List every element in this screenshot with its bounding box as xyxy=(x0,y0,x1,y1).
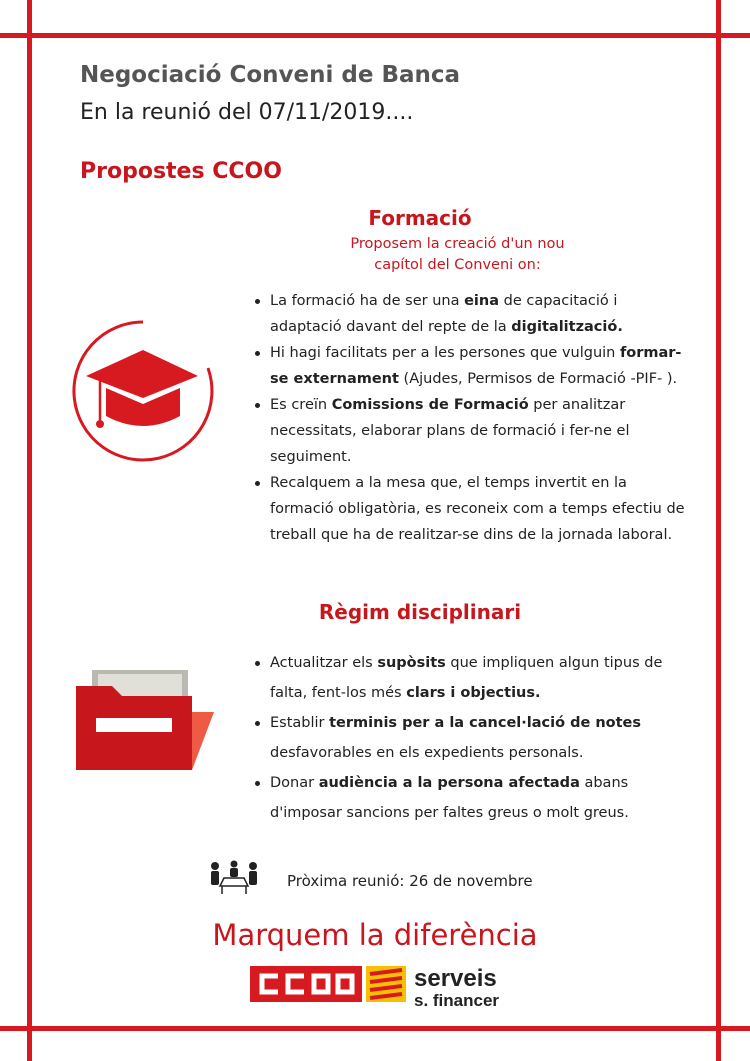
ccoo-serveis-logo xyxy=(248,962,528,1012)
graduation-cap-icon xyxy=(68,316,218,466)
frame-line-left xyxy=(27,0,32,1061)
list-item: La formació ha de ser una eina de capacitació i adaptació davant del repte de la digitalització. xyxy=(252,288,692,340)
folder-icon xyxy=(72,668,222,778)
list-item: Es creïn Comissions de Formació per analitzar necessitats, elaborar plans de formació i fer-ne el seguiment. xyxy=(252,392,692,470)
list-item: Donar audiència a la persona afectada abans d'imposar sancions per faltes greus o molt greus. xyxy=(252,768,692,828)
regim-list xyxy=(252,648,692,828)
formacio-heading: Formació xyxy=(368,206,472,230)
logo-financer-text: s. financer xyxy=(414,991,500,1010)
slogan: Marquem la diferència xyxy=(212,918,538,952)
regim-heading: Règim disciplinari xyxy=(318,600,522,624)
frame-line-top xyxy=(0,33,750,38)
logo-serveis-text: serveis xyxy=(414,965,497,992)
formacio-intro-line1: Proposem la creació d'un nou xyxy=(350,236,565,252)
formacio-list xyxy=(252,288,692,548)
frame-line-bottom xyxy=(0,1026,750,1031)
list-item: Hi hagi facilitats per a les persones que vulguin formar-se externament (Ajudes, Permisos de Formació -PIF- ). xyxy=(252,340,692,392)
formacio-intro xyxy=(330,234,585,276)
meeting-people-icon xyxy=(208,860,260,896)
proposals-heading: Propostes CCOO xyxy=(80,159,282,184)
next-meeting-text: Pròxima reunió: 26 de novembre xyxy=(287,872,533,890)
frame-line-right xyxy=(716,0,721,1061)
list-item: Recalquem a la mesa que, el temps invertit en la formació obligatòria, es reconeix com a temps efectiu de treball que ha de realitzar-se dins de la jornada laboral. xyxy=(252,470,692,548)
page-title: Negociació Conveni de Banca xyxy=(80,62,461,88)
formacio-intro-line2: capítol del Conveni on: xyxy=(374,257,541,273)
list-item: Actualitzar els supòsits que impliquen algun tipus de falta, fent-los més clars i objectius. xyxy=(252,648,692,708)
list-item: Establir terminis per a la cancel·lació de notes desfavorables en els expedients personals. xyxy=(252,708,692,768)
meeting-date-subtitle: En la reunió del 07/11/2019.... xyxy=(80,100,414,125)
